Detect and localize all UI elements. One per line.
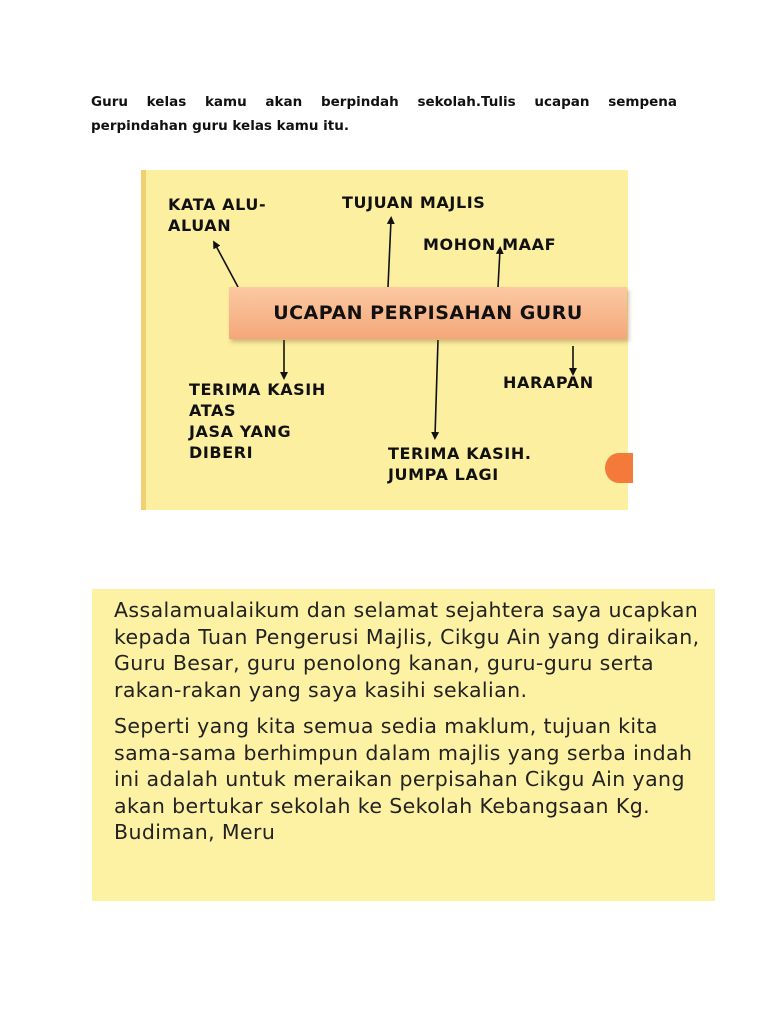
label-mohon-maaf: MOHON MAAF: [423, 235, 557, 254]
label-kata-alu-aluan: [168, 194, 266, 236]
speech-text-box: [92, 589, 715, 901]
label-line: DIBERI: [189, 443, 254, 462]
label-line: ALUAN: [168, 216, 232, 235]
decorative-dot: [605, 453, 633, 483]
arrow-terima-kasih-jumpa: [435, 340, 438, 436]
label-line: TERIMA KASIH.: [388, 444, 532, 463]
label-tujuan-majlis: TUJUAN MAJLIS: [342, 193, 486, 212]
label-line: TERIMA KASIH: [189, 380, 326, 399]
speech-paragraph-2: Seperti yang kita semua sedia maklum, tujuan kita sama-sama berhimpun dalam majlis yang serba indah ini adalah untuk meraikan perpisahan Cikgu Ain yang akan bertukar sekolah ke Sekolah Kebangsaan Kg. Budiman, Meru: [114, 714, 693, 844]
mind-map-diagram: [141, 170, 628, 510]
label-line: JASA YANG: [189, 422, 292, 441]
arrow-kata-alu-aluan: [215, 244, 238, 287]
instruction-text: Guru kelas kamu akan berpindah sekolah.Tulis ucapan sempena perpindahan guru kelas kamu itu.: [91, 94, 677, 134]
label-line: ATAS: [189, 401, 237, 420]
speech-paragraph-1: Assalamualaikum dan selamat sejahtera saya ucapkan kepada Tuan Pengerusi Majlis, Cikgu Ain yang diraikan, Guru Besar, guru penolong kanan, guru-guru serta rakan-rakan yang saya kasihi sekalian.: [114, 598, 700, 702]
label-terima-kasih-jasa: [189, 379, 326, 463]
arrow-mohon-maaf: [498, 250, 500, 287]
label-line: JUMPA LAGI: [388, 465, 499, 484]
center-title: UCAPAN PERPISAHAN GURU: [273, 302, 583, 324]
label-line: KATA ALU-: [168, 195, 267, 214]
center-title-box: [229, 287, 627, 339]
arrow-tujuan-majlis: [388, 220, 391, 287]
label-terima-kasih-jumpa: [388, 443, 532, 485]
label-harapan: HARAPAN: [503, 373, 594, 392]
